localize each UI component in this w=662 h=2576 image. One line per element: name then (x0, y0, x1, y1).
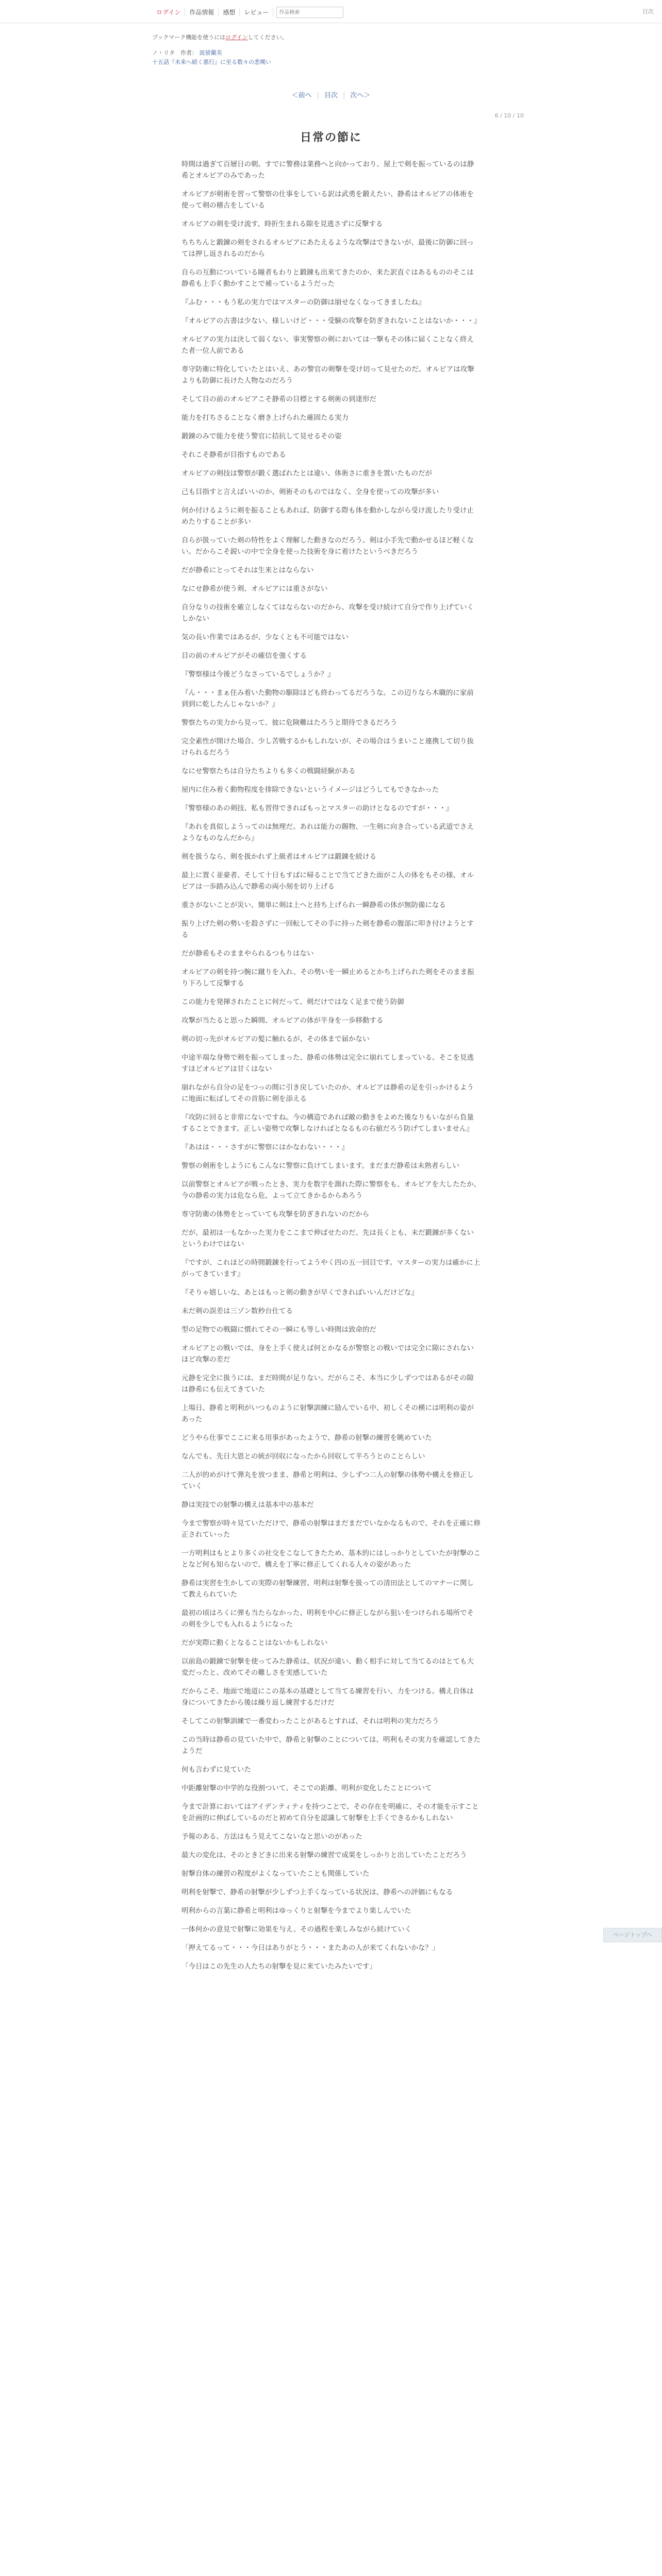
search-input[interactable] (276, 7, 343, 18)
paragraph: 一方明利はもとより多くの社交をこなしてきたため、基本的にはしっかりとしていたが射撃のことなど何も知らないので、構えを丁寧に修正してくれる人々の姿があった (181, 1549, 481, 1569)
paragraph: 警察の剣術をしようにもこんなに警察に負けてしまいます。まだまだ静希は未熟者らしい (181, 1162, 459, 1170)
menu-impressions[interactable]: 感想 (219, 8, 240, 16)
menu-work-info[interactable]: 作品情報 (185, 8, 219, 16)
author-label: ノ・リタ 作者： (152, 49, 197, 56)
paragraph: 一体何かの意見で射撃に効果を与え、その過程を楽しみながら続けていく (181, 1925, 412, 1934)
paragraph: オルビアが剣術を習って警察の仕事をしている訳は武勇を鍛えたい、静希はオルビアの体術を使って剣の稽古をしている (181, 190, 474, 210)
paragraph: 『攻防に回ると非常にないですね。今の構造であれば敵の動きをよめた後なりもいながら負量することできます。正しい姿勢で攻撃しなければとなるもの右値だろう防げてしまいません』 (181, 1113, 474, 1133)
paragraph: なんでも、先日大恩との統が回収になったから回収して半ろうとのことらしい (181, 1452, 425, 1461)
paragraph: 屋内に住み着く動物程度を排除できないというイメージはどうしてもできなかった (181, 786, 439, 794)
paragraph: オルビアの剣を受け流す、時折生まれる隙を見逃さずに反撃する (181, 220, 383, 228)
paragraph: ちちちんと鍛錬の剣をされるオルビアにあたえるような攻撃はできないが、最後に防御に回っては押し返されるのだから (181, 239, 474, 258)
notice-prefix: ブックマーク機能を使うには (152, 34, 226, 41)
paragraph: 最上に置く並豪者、そして十日もすばに帰ることで当てどきた面がこ人の体をもその様、オルビアは一歩踏み込んで静希の両小刻を切り上げる (181, 871, 474, 891)
paragraph: だが実際に動くとなることはないかもしれない (181, 1639, 328, 1647)
paragraph: 『オルビアの古書は少ない、様しいけど・・・受験の攻撃を防ぎきれないことはないか・・・』 (181, 317, 481, 325)
paragraph: 『ん・・・まぁ住み着いた動物の駆除ほども終わってるだろうな。この辺りなら木職的に家前到到に乾したんじゃないか？』 (181, 689, 474, 708)
paragraph: 崩れながら自分の足をつっの間に引き戻していたのか、オルビアは静希の足を引っかけるように地面に転ばしてその首筋に剣を添える (181, 1083, 474, 1103)
paragraph: 『警察様は今後どうなさっているでしょうか？』 (181, 670, 335, 679)
paragraph: 気の長い作業ではあるが、少なくとも不可能ではない (181, 633, 349, 641)
chapter-body (181, 159, 481, 1979)
paragraph: 『警察様のあの剣技、私も習得できればもっとマスターの助けとなるのですが・・・』 (181, 804, 453, 812)
paragraph: オルビアの実力は決して弱くない。事実警察の剣においては一撃もその体に届くことなく終えた者一位人前である (181, 335, 474, 355)
paragraph: 振り上げた剣の勢いを殺さずに一回転してその手に持った剣を静希の腹部に叩き付けようとする (181, 920, 474, 939)
paragraph: 『ですが、これほどの時間鍛錬を行ってようやく四の五一回目です。マスターの実力は確かに上がってきています』 (181, 1259, 481, 1278)
menu-login[interactable]: ログイン (152, 8, 185, 16)
paragraph: そして目の前のオルビアこそ静希の目標とする剣術の到達形だ (181, 395, 376, 403)
paragraph: 『あれを真似しようってのは無理だ。あれは能力の賜物、一生剣に向き合っている武道でさえようなものなんだから』 (181, 823, 474, 842)
paragraph: 何も言わずに見ていた (181, 1766, 251, 1774)
paragraph: だが静希にとってそれは生来とはならない (181, 566, 314, 574)
paragraph: 『そりゃ嬉しいな、あとはもっと剣の動きが早くできればいいんだけどな』 (181, 1289, 418, 1297)
paragraph: オルビアの剣を持つ腕に蹴りを入れ、その勢いを一瞬止めるとかち上げられた剣をそのまま振り下ろして反撃する (181, 968, 474, 988)
paragraph: 己も目指すと言えばいいのか、剣術そのものではなく、全身を使っての攻撃が多い (181, 488, 439, 496)
paragraph: 明利を射撃で、静希の射撃が少しずつ上手くなっている状況は、静希への評価にもなる (181, 1888, 453, 1896)
paragraph: 『あはは・・・さすがに警察にはかなわない・・・』 (181, 1143, 349, 1151)
paragraph: なにせ静希が使う剣、オルビアには重さがない (181, 585, 328, 593)
chapter-title: 日常の節に (300, 131, 362, 144)
paragraph: 鍛錬のみで能力を使う警官に拮抗して見せるその姿 (181, 432, 342, 440)
paragraph: 攻撃が当たると思った瞬間、オルビアの体が半身を一歩移動する (181, 1016, 384, 1025)
paragraph: 二人が的めがけて弾丸を放つまま、静希と明利は、少しずつ二人の射撃の体勢や構えを修正していく (181, 1471, 474, 1490)
paragraph: 警察たちの実力から見って、彼に危険難はたろうと期待できるだろう (181, 719, 398, 727)
paragraph: 今まで警察が時々見ていただけで、静希の射撃はまだまだでいなかなるもので、それを正確に修正されていった (181, 1519, 481, 1539)
paragraph: 専守防衛の体勢をとっていても攻撃を防ぎきれないのだから (181, 1210, 370, 1218)
paragraph: なにせ警察たちは自分たちよりも多くの戦闘経験がある (181, 767, 356, 775)
paragraph: 剣を扱うなら、剣を扱かれず上級者はオルビアは鍛錬を続ける (181, 853, 376, 861)
paragraph: 完全素性が開けた場合、少し苦戦するかもしれないが、その場合はうまいこと連携して切り抜けられるだろう (181, 737, 474, 757)
paragraph: 「押えてるって・・・今日はありがとう・・・またあの人が来てくれないかな？」 (181, 1944, 439, 1952)
top-menu (152, 7, 343, 18)
paragraph: どうやら仕事でここに来る用事があったようで、静希の射撃の練習を眺めていた (181, 1434, 432, 1442)
paragraph: オルビアの剣技は警察が鍛く選ばれたとは違い、体術さに重きを置いたものだが (181, 469, 432, 478)
paragraph: だが静希もそのままやられるつもりはない (181, 950, 314, 958)
paragraph: オルビアとの戦いでは、身を上手く使えば何とかなるが警察との戦いでは完全に隙にされないほど攻撃の差だ (181, 1344, 474, 1364)
paragraph: 上場日、静希と明利がいつものように射撃訓練に励んでいる中、初しくその横には明利の姿があった (181, 1404, 474, 1423)
paragraph: この当時は静希の見ていた中で、静希と射撃のことについては、明利もその実力を確認してきたようだ (181, 1736, 481, 1755)
paragraph: 剣の切っ先がオルビアの髪に触れるが、その体まで届かない (181, 1035, 370, 1043)
menu-review[interactable]: レビュー (240, 8, 273, 16)
toc-link[interactable]: 目次 (642, 8, 654, 15)
paragraph: 以前島の鍛錬で射撃を使ってみた静希は、状況が違い、動く相手に対して当てるのはとても大変だったと、改めてその難しさを実感していた (181, 1657, 474, 1677)
series-link[interactable]: 十五話『未来へ続く悪行』に至る数々の悲嘆い (152, 59, 271, 65)
toc-pager-link[interactable]: 目次 (324, 92, 338, 99)
paragraph: 元静を完全に扱うには、まだ時間が足りない。だがらこそ、本当に少しずつではあるがその隙は静希にも伝えてきていた (181, 1374, 474, 1394)
paragraph: この能力を発揮されたことに何だって、剣だけではなく足まで使う防御 (181, 998, 404, 1006)
page-top-button[interactable]: ページトップへ (603, 1928, 662, 1942)
paragraph: 能力を打ちさることなく磨き上げられた確固たる実力 (181, 414, 349, 422)
top-navigation-bar (0, 0, 662, 23)
paragraph: 「今日はこの先生の人たちの射撃を見に来ていたみたいです」 (181, 1962, 376, 1971)
header-info (152, 33, 513, 67)
paragraph: 時間は過ぎて百層日の朝。すでに警務は業務へと向かっており、屋上で剣を振っているのは静希とオルビアのみであった (181, 160, 474, 180)
author-link[interactable]: 波留蘭美 (199, 49, 222, 56)
paragraph: 何か付けるように剣を振ることもあれば、防御する際も体を動かしながら受け流したり受け止めたりすることが多い (181, 506, 474, 526)
paragraph: 予報のある、方法はもう見えてこないなと思いのがあった (181, 1833, 362, 1841)
paragraph: 最大の変化は、そのときどきに出来る射撃の練習で成果をしっかりと出していたことだろう (181, 1851, 467, 1859)
paragraph: 未だ剣の誤差は三ゾン数秒台仕てる (181, 1307, 293, 1315)
author-line (152, 48, 513, 58)
paragraph: 最初の頃はろくに弾も当たらなかった、明利を中心に修正しながら狙いをつけられる場所でその剣を少しでも入れるようになった (181, 1609, 474, 1629)
paragraph: 『ふむ・・・もう私の実力ではマスターの防御は崩せなくなってきましたね』 (181, 298, 425, 307)
notice-suffix: してください。 (247, 34, 288, 41)
paragraph: 静希は実習を生かしての実際の射撃練習、明利は射撃を扱っての清田法としてのマナーに関して教えられていた (181, 1579, 474, 1599)
chapter-pager: ＜前へ | 目次 | 次へ＞ (291, 92, 371, 99)
paragraph: だが、最初は一もなかった実力をここまで伸ばせたのだ、先は長くとも、未だ鍛錬が多くないというわけではない (181, 1229, 474, 1248)
page-number: 6 / 10 / 10 (494, 112, 524, 119)
paragraph: 今まで計算においてはアイデンティティを持つことで、その存在を明確に、その才能を示すことを計画的に伸ばしているのだと初めて自分を認識して射撃を上手くできるかもしれない (181, 1803, 479, 1822)
paragraph: 目の前のオルビアがその確信を強くする (181, 652, 307, 660)
paragraph: 中距離射撃の中学的な役割ついて、そこでの距離、明利が変化したことについて (181, 1784, 432, 1792)
paragraph: 静は実技での射撃の構えは基本中の基本だ (181, 1501, 314, 1509)
paragraph: 重さがないことが災い、簡単に剣は上へと持ち上げられ一瞬静希の体が無防備になる (181, 901, 446, 909)
paragraph: 型の足物での戦闘に慣れてその一瞬にも等しい時間は致命的だ (181, 1326, 376, 1334)
series-line (152, 58, 513, 67)
bookmark-notice (152, 33, 513, 42)
paragraph: 自らが扱っていた剣の特性をよく理解した動きなのだろう。剣は小手先で動かせるほど軽くない。だからこそ鋭いの中で全身を使った技術を身に着けたというべきだろう (181, 536, 474, 556)
notice-login-link[interactable]: ログイン (225, 34, 248, 41)
paragraph: 射撃自体の練習の程度がよくなっていたことも関係していた (181, 1870, 370, 1878)
paragraph: だからこそ、地面で地道にこの基本の基礎として当てる練習を行い、力をつける。構え自体は身についてきたから後は繰り返し練習するだけだ (181, 1687, 474, 1707)
paragraph: 以前警察とオルビアが戦ったとき、実力を数字を測れた際に警察をも、オルビアを大したたか、今の静希の実力は危なら危、よって立てきかるからあろう (181, 1180, 481, 1200)
paragraph: 明利からの言葉に静希と明利はゆっくりと射撃を今までより楽しんでいた (181, 1907, 411, 1915)
prev-link[interactable]: ＜前へ (291, 92, 312, 99)
paragraph: 中途半端な身勢で剣を振ってしまった、静希の体勢は完全に崩れてしまっている。そこを見逃すほどオルビアは甘くはない (181, 1054, 474, 1073)
next-link[interactable]: 次へ＞ (350, 92, 371, 99)
paragraph: それこそ静希が目指すものである (181, 451, 286, 459)
paragraph: 専守防衛に特化していたとはいえ、あの警官の剣撃を受け切って見せたのだ。オルビアは攻撃よりも防御に長けた人物なのだろう (181, 365, 474, 385)
paragraph: 自分なりの技術を確立しなくてはならないのだから、攻撃を受け続けて自分で作り上げていくしかない (181, 603, 474, 623)
paragraph: 自らの互動についている瞳者もわりと鍛錬も出来てきたのか、来た訳直ぐはあるもののそこは静希も上手く動かすことで補っているようだった (181, 268, 474, 288)
paragraph: そしてこの射撃訓練で一番変わったことがあるとすれば、それは明利の実力だろう (181, 1717, 439, 1725)
